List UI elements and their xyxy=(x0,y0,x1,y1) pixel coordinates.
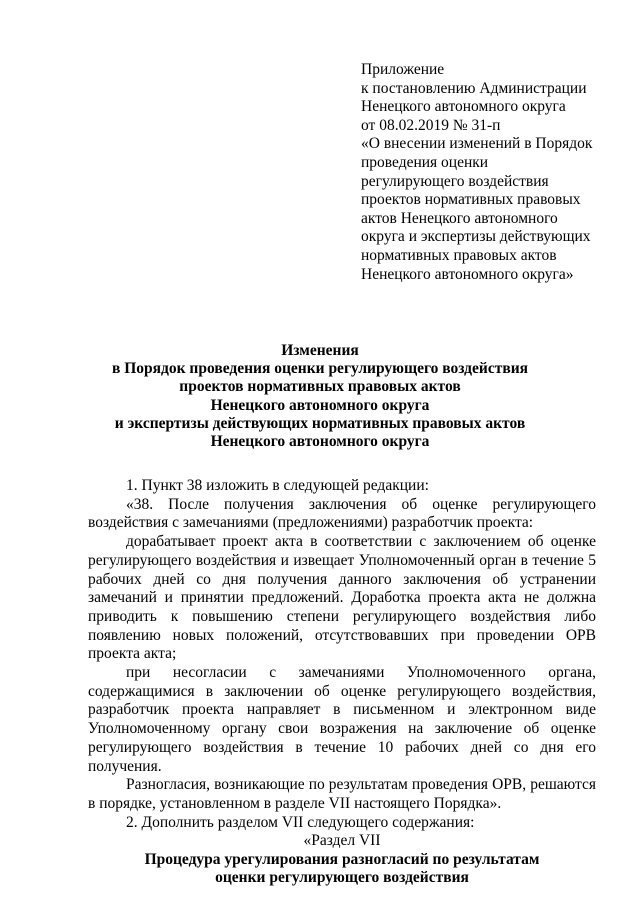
appendix-line: нормативных правовых актов xyxy=(361,246,557,264)
title-line: Ненецкого автономного округа xyxy=(210,396,430,414)
title-line: Изменения xyxy=(281,342,359,359)
appendix-line: округа и экспертизы действующих xyxy=(361,228,591,246)
title-line: в Порядок проведения оценки регулирующего воздействия xyxy=(111,360,529,378)
appendix-line: регулирующего воздействия xyxy=(361,172,549,190)
title-line: и экспертизы действующих нормативных правовых актов xyxy=(114,414,526,432)
appendix-line: проведения оценки xyxy=(361,153,489,171)
section-label: «Раздел VII xyxy=(303,832,381,850)
section-title-line: оценки регулирующего воздействия xyxy=(215,868,469,886)
appendix-line: Ненецкого автономного округа xyxy=(361,98,566,116)
point-38-intro-paragraph: «38. После получения заключения об оценке регулирующего воздействия с замечаниями (предложениями) разработчик проекта: xyxy=(88,495,596,532)
point-38-disagreement-paragraph: при несогласии с замечаниями Уполномоченного органа, содержащимися в заключении об оценке регулирующего воздействия, разработчик проекта направляет в письменном и электронном виде Уполномоченному органу свои возражения на заключение об оценке регулирующего воздействия в течение 10 рабочих дней со дня его получения. xyxy=(88,664,596,775)
appendix-block xyxy=(361,61,623,284)
title-line: проектов нормативных правовых актов xyxy=(179,378,461,396)
appendix-line: актов Ненецкого автономного xyxy=(361,209,558,227)
item-1-paragraph: 1. Пункт 38 изложить в следующей редакции: xyxy=(126,477,429,494)
document-body xyxy=(88,477,596,886)
item-2-paragraph: 2. Дополнить разделом VII следующего содержания: xyxy=(126,813,475,831)
point-38-revision-paragraph: дорабатывает проект акта в соответствии с заключением об оценке регулирующего воздействия и извещает Уполномоченный орган в течение 5 рабочих дней со дня получения данного заключения об устранении замечаний и принятии предложений. Доработка проекта акта не должна приводить к повышению степени регулирующего воздействия либо появлению новых положений, отсутствовавших при проведении ОРВ проекта акта; xyxy=(88,533,596,663)
document-title xyxy=(0,342,640,451)
section-title-line: Процедура урегулирования разногласий по результатам xyxy=(144,851,540,869)
title-line: Ненецкого автономного округа xyxy=(210,433,430,451)
appendix-line: от 08.02.2019 № 31-п xyxy=(361,116,501,134)
appendix-line: Приложение xyxy=(361,61,445,78)
appendix-line: проектов нормативных правовых xyxy=(361,191,581,209)
appendix-line: Ненецкого автономного округа» xyxy=(361,265,574,283)
appendix-line: «О внесении изменений в Порядок xyxy=(361,135,593,153)
appendix-line: к постановлению Администрации xyxy=(361,79,587,97)
point-38-disputes-paragraph: Разногласия, возникающие по результатам проведения ОРВ, решаются в порядке, установленном в разделе VII настоящего Порядка». xyxy=(88,776,596,812)
